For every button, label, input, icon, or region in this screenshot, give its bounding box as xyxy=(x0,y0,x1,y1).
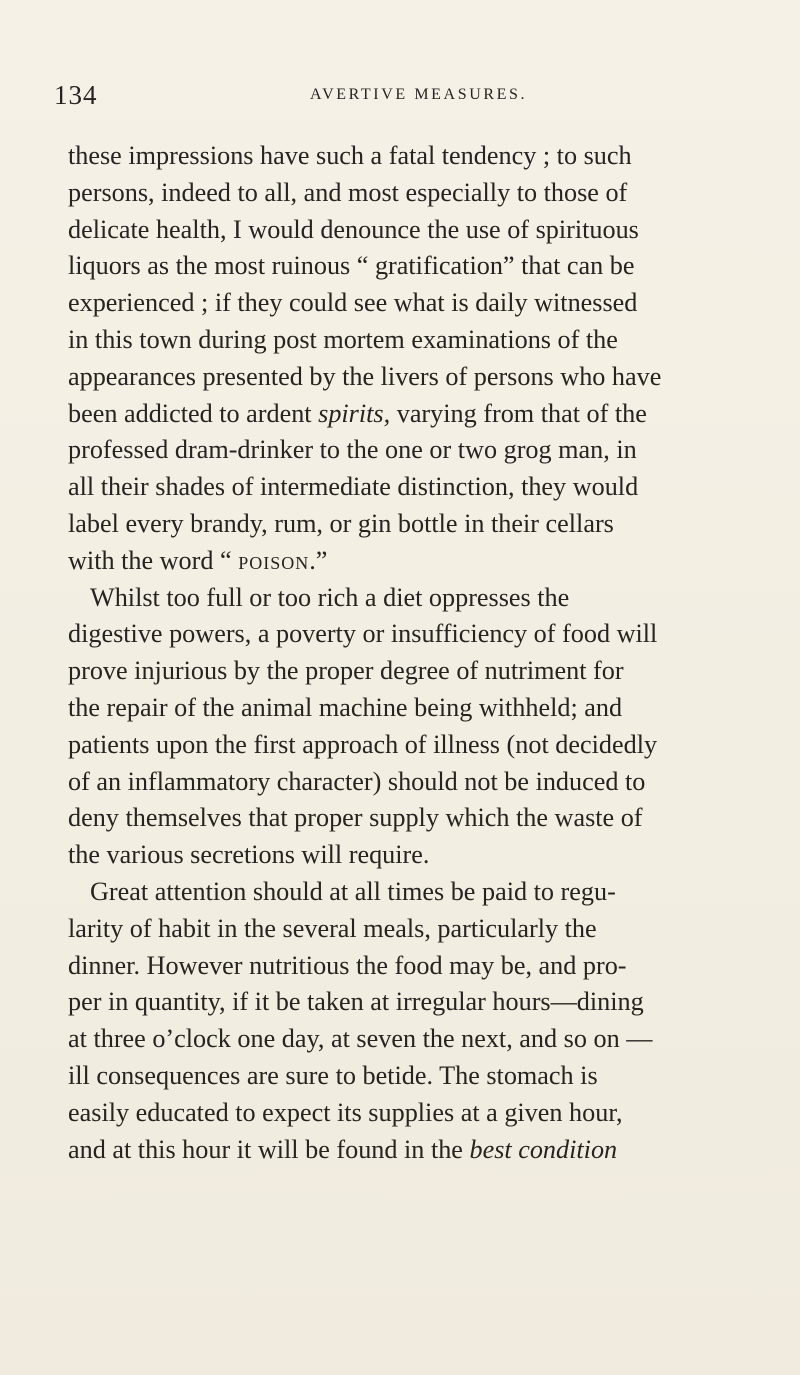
text-line: larity of habit in the several meals, particularly the xyxy=(68,913,597,943)
text-line: at three o’clock one day, at seven the next, and so on — xyxy=(68,1024,653,1054)
text-line: of an inflammatory character) should not be induced to xyxy=(68,766,646,796)
text-line: patients upon the first approach of illness (not decidedly xyxy=(68,729,658,759)
text-line: the repair of the animal machine being withheld; and xyxy=(68,692,623,722)
text-line: the various secretions will require. xyxy=(68,840,430,870)
text-run: and at this hour it will be found in the xyxy=(68,1134,470,1164)
text-line: all their shades of intermediate distinction, they would xyxy=(68,472,639,502)
page-number: 134 xyxy=(54,80,98,110)
italic-text: best condition xyxy=(469,1134,618,1164)
page-header xyxy=(54,80,754,116)
text-line: persons, indeed to all, and most especially to those of xyxy=(68,177,628,207)
text-line: label every brandy, rum, or gin bottle in their cellars xyxy=(68,508,614,538)
italic-text: spirits, xyxy=(318,398,391,428)
text-run: been addicted to ardent xyxy=(68,398,319,428)
text-line: easily educated to expect its supplies at a given hour, xyxy=(68,1097,623,1127)
text-line: prove injurious by the proper degree of nutriment for xyxy=(68,656,624,686)
text-line: professed dram-drinker to the one or two grog man, in xyxy=(68,435,637,465)
paragraph-first-line: Whilst too full or too rich a diet oppresses the xyxy=(90,582,570,612)
text-line: in this town during post mortem examinations of the xyxy=(68,324,618,354)
small-caps-text: poison xyxy=(238,545,310,575)
text-line: these impressions have such a fatal tendency ; to such xyxy=(68,141,632,170)
paragraph-first-line: Great attention should at all times be paid to regu- xyxy=(90,876,616,906)
text-line: per in quantity, if it be taken at irregular hours—dining xyxy=(68,987,644,1017)
text-line: experienced ; if they could see what is daily witnessed xyxy=(68,288,638,318)
text-line: liquors as the most ruinous “ gratification” that can be xyxy=(68,251,635,281)
text-line xyxy=(68,543,762,580)
text-line xyxy=(68,396,762,433)
text-line: appearances presented by the livers of persons who have xyxy=(68,361,662,391)
running-head: AVERTIVE MEASURES. xyxy=(310,86,528,103)
text-line: deny themselves that proper supply which the waste of xyxy=(68,803,643,833)
text-line: delicate health, I would denounce the use of spirituous xyxy=(68,214,639,244)
text-line: dinner. However nutritious the food may be, and pro- xyxy=(68,950,627,980)
text-line: ill consequences are sure to betide. The stomach is xyxy=(68,1060,598,1090)
text-run: .” xyxy=(309,545,328,575)
body-text xyxy=(68,138,762,1168)
text-line xyxy=(68,1132,762,1169)
text-run: varying from that of the xyxy=(390,398,647,428)
text-line: digestive powers, a poverty or insufficiency of food will xyxy=(68,619,658,649)
text-run: with the word “ xyxy=(68,545,239,575)
